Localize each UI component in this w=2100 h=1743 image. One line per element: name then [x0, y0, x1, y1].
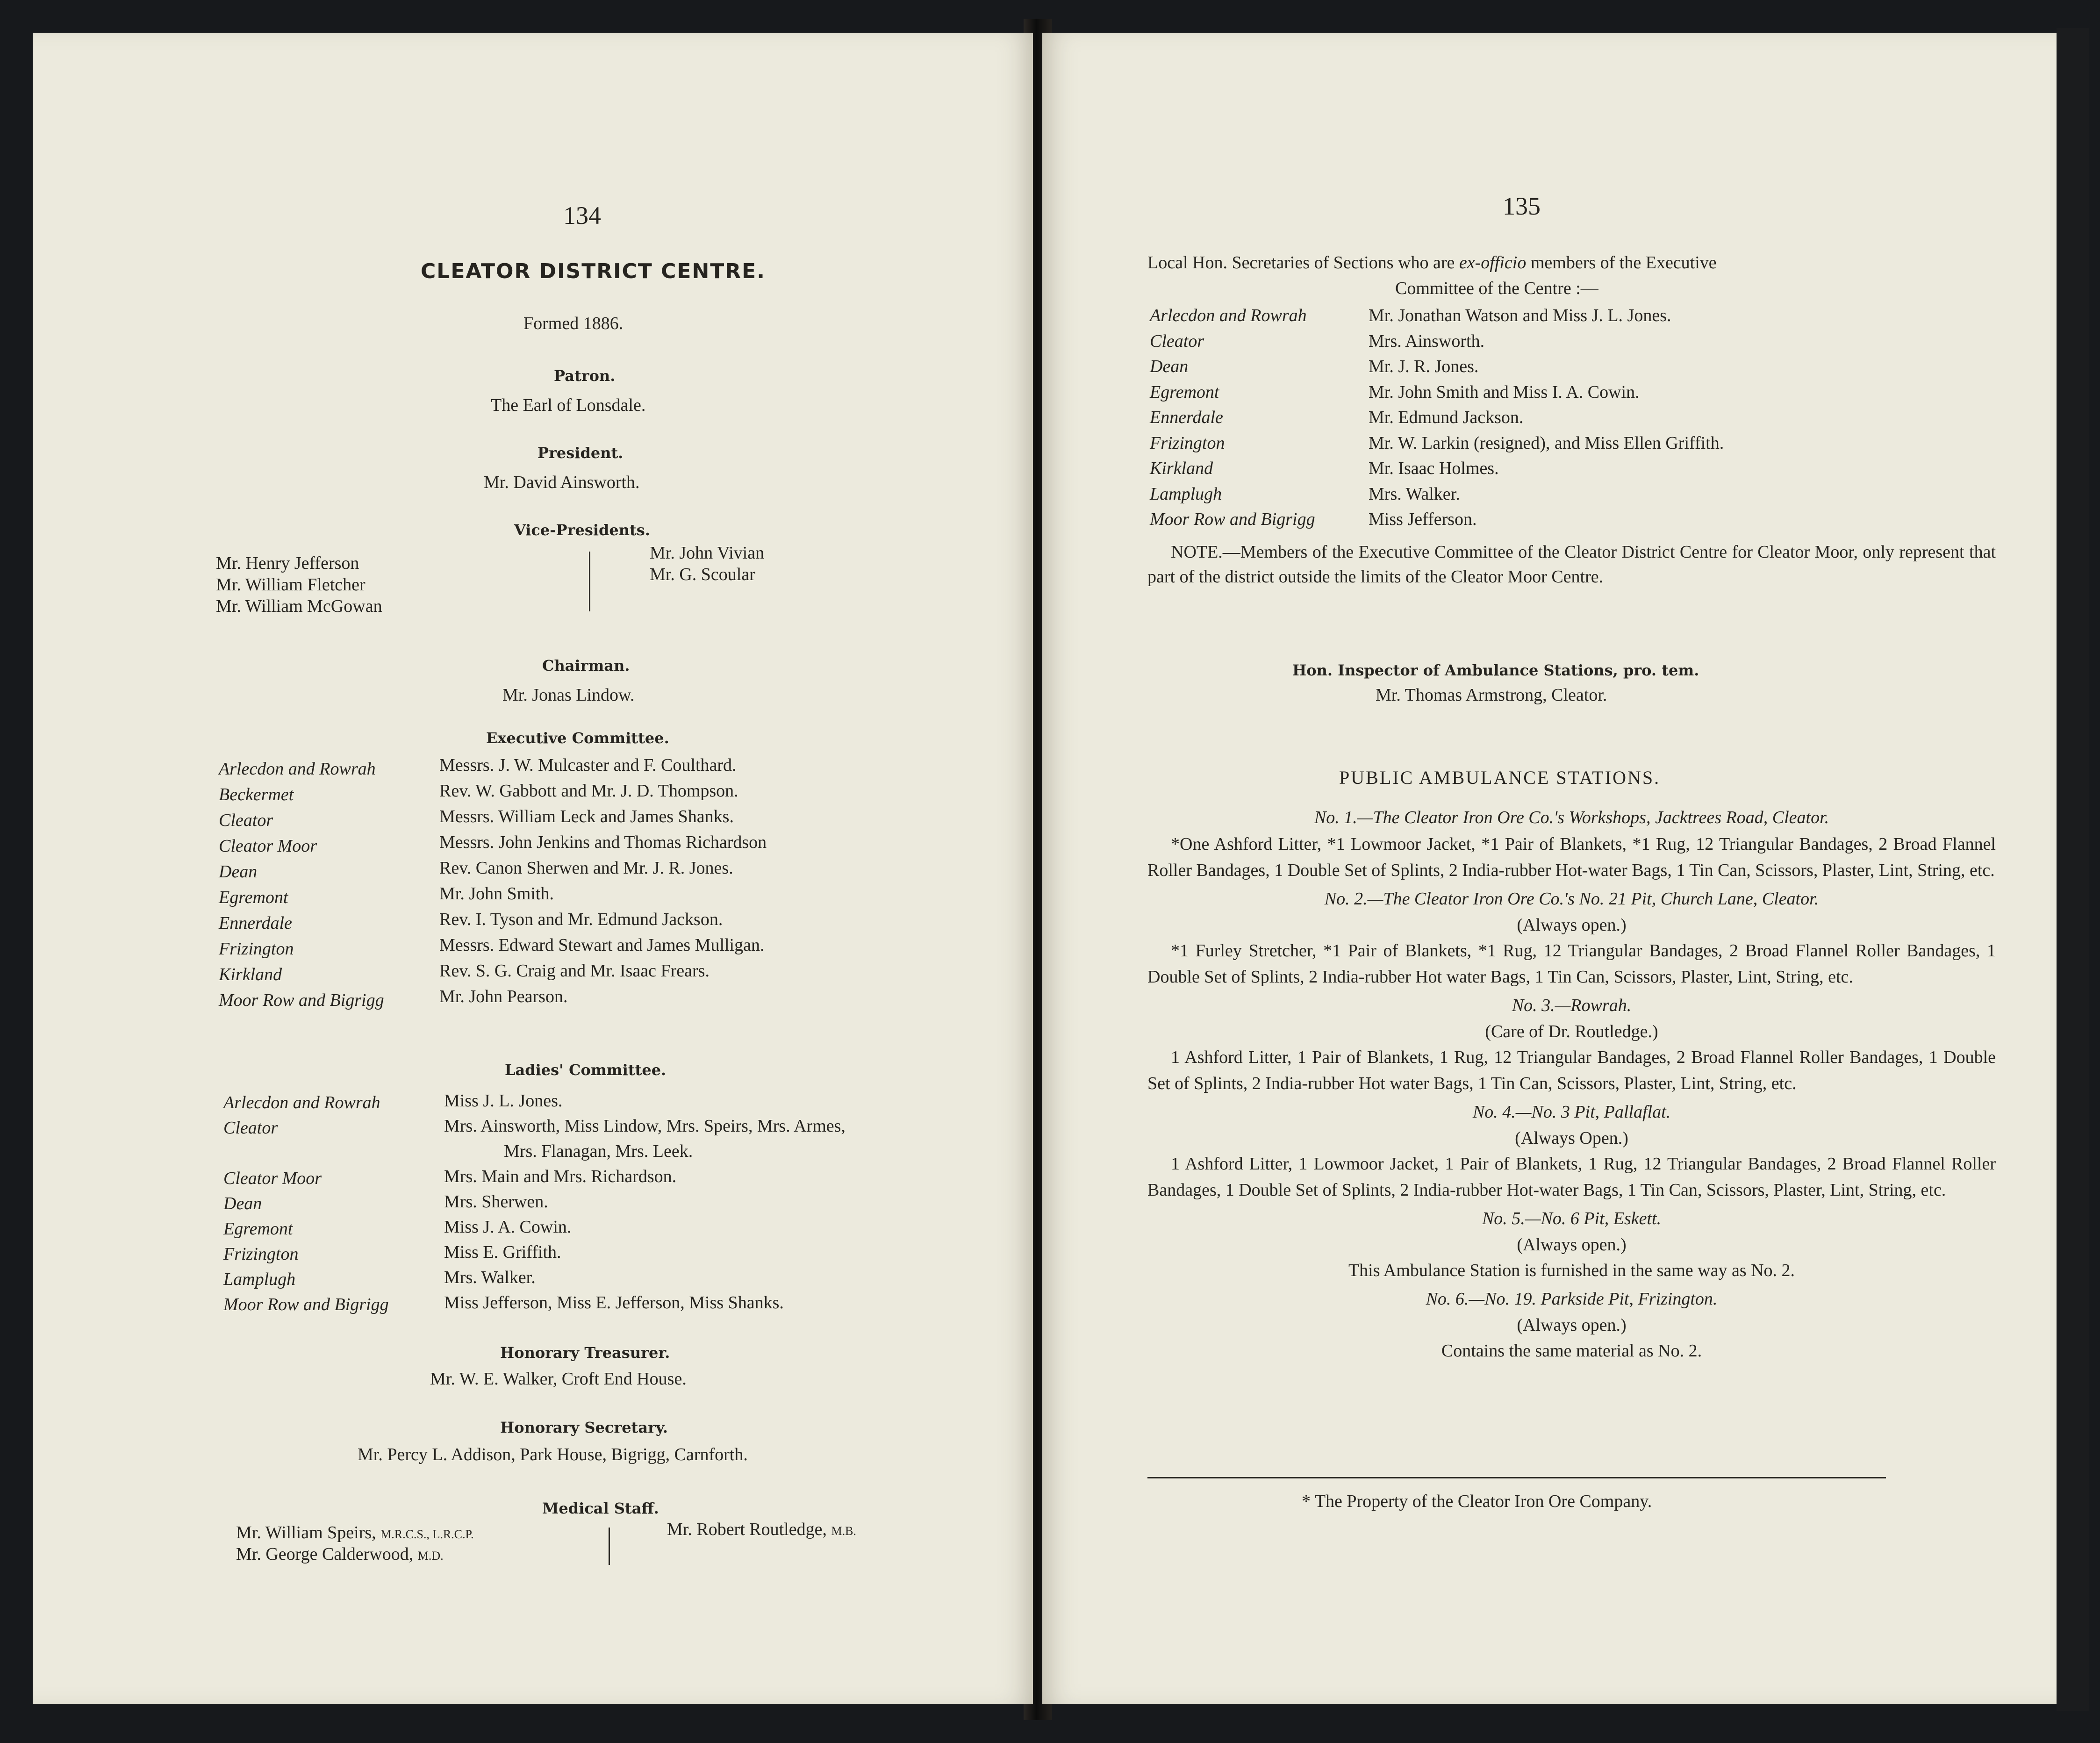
section-members: Miss J. A. Cowin.: [444, 1217, 572, 1237]
secretary-name: Mrs. Walker.: [1369, 484, 1460, 504]
section-place: Moor Row and Bigrigg: [219, 990, 384, 1010]
left-page: [33, 33, 1033, 1704]
ladies-committee-members: [444, 1088, 846, 1315]
formed-date: Formed 1886.: [523, 314, 624, 333]
vice-president: Mr. William McGowan: [216, 596, 382, 616]
ladies-committee-heading: Ladies' Committee.: [505, 1061, 667, 1079]
secretary-name: Mr. Isaac Holmes.: [1369, 459, 1499, 478]
station-body: *One Ashford Litter, *1 Lowmoor Jacket, *1 Pair of Blankets, *1 Rug, 12 Triangular Bandages, 2 Broad Flannel Roller Bandages, 1 Double Set of Splints, 2 India-rubber Hot-water Bags, 1 Tin Can, Scissors, Plaster, Lint, String, etc.: [1147, 834, 1996, 880]
vice-presidents-left: [216, 552, 382, 617]
section-place: Frizington: [223, 1244, 299, 1264]
section-members: Messrs. William Leck and James Shanks.: [439, 807, 734, 826]
section-members: Mrs. Walker.: [444, 1268, 536, 1287]
secretaries-places: [1150, 303, 1315, 532]
section-place: Cleator: [223, 1118, 278, 1138]
secretary-name: Miss Jefferson.: [1369, 509, 1477, 529]
vice-president: Mr. G. Scoular: [650, 565, 755, 584]
ladies-committee-places: [223, 1090, 389, 1317]
section-place: Arlecdon and Rowrah: [223, 1093, 380, 1112]
page-number: 135: [1503, 192, 1541, 220]
secretary-name: Mr. W. Larkin (resigned), and Miss Ellen Griffith.: [1369, 433, 1724, 453]
section-place: Ennerdale: [1150, 408, 1223, 427]
station-entry: [1147, 1098, 1996, 1203]
station-entry: [1147, 992, 1996, 1097]
vice-president: Mr. Henry Jefferson: [216, 553, 359, 573]
station-note: (Care of Dr. Routledge.): [1485, 1022, 1658, 1041]
section-members-continued: Mrs. Flanagan, Mrs. Leek.: [504, 1141, 693, 1161]
section-place: Cleator: [219, 811, 273, 830]
section-members: Mr. John Pearson.: [439, 987, 568, 1006]
intro-line-2: Committee of the Centre :—: [1395, 279, 1598, 298]
vice-president: Mr. William Fletcher: [216, 575, 366, 595]
station-note: (Always open.): [1517, 1235, 1627, 1255]
secretary-name: Mr. J. R. Jones.: [1369, 357, 1479, 376]
section-members: Rev. I. Tyson and Mr. Edmund Jackson.: [439, 910, 723, 929]
station-title: No. 5.—No. 6 Pit, Eskett.: [1482, 1209, 1662, 1228]
executive-committee-heading: Executive Committee.: [486, 729, 669, 747]
section-place: Cleator: [1150, 331, 1204, 351]
medical-staff-heading: Medical Staff.: [542, 1499, 659, 1517]
secretary-name: Mr. Jonathan Watson and Miss J. L. Jones.: [1369, 306, 1671, 325]
intro-line: Local Hon. Secretaries of Sections who are ex-officio members of the Executive: [1147, 253, 1717, 273]
section-members: Rev. S. G. Craig and Mr. Isaac Frears.: [439, 961, 710, 981]
secretary-name: Mr. Edmund Jackson.: [1369, 408, 1524, 427]
station-title: No. 2.—The Cleator Iron Ore Co.'s No. 21 Pit, Church Lane, Cleator.: [1324, 889, 1819, 909]
section-members: Miss E. Griffith.: [444, 1242, 561, 1262]
section-place: Egremont: [1150, 382, 1219, 402]
page-title: CLEATOR DISTRICT CENTRE.: [421, 259, 766, 283]
section-place: Cleator Moor: [219, 836, 317, 856]
station-body: This Ambulance Station is furnished in the same way as No. 2.: [1348, 1261, 1795, 1280]
section-place: Dean: [223, 1194, 262, 1213]
medical-staff-left: [236, 1523, 474, 1566]
stations-list: [1147, 804, 1996, 1364]
medical-staff-right: Mr. Robert Routledge, M.B.: [667, 1520, 856, 1539]
section-place: Kirkland: [1150, 459, 1213, 478]
note-paragraph: NOTE.—Members of the Executive Committee of the Cleator District Centre for Cleator Moor, only represent that part of the district outside the limits of the Cleator Moor Centre.: [1147, 542, 1996, 587]
section-members: Messrs. John Jenkins and Thomas Richardson: [439, 832, 767, 852]
medical-officer: Mr. George Calderwood, M.D.: [236, 1544, 444, 1564]
section-place: Frizington: [1150, 433, 1225, 453]
section-place: Beckermet: [219, 785, 294, 804]
section-place: Arlecdon and Rowrah: [1150, 306, 1307, 325]
station-body: 1 Ashford Litter, 1 Lowmoor Jacket, 1 Pair of Blankets, 1 Rug, 12 Triangular Bandages, 2 Broad Flannel Roller Bandages, 1 Double Set of Splints, 2 India-rubber Hot-water Bags, 1 Tin Can, Scissors, Plaster, Lint, String, etc.: [1147, 1154, 1996, 1200]
section-members: Rev. W. Gabbott and Mr. J. D. Thompson.: [439, 781, 738, 801]
column-divider: [589, 552, 590, 611]
station-entry: [1147, 1285, 1996, 1364]
section-place: Egremont: [223, 1219, 293, 1239]
treasurer-heading: Honorary Treasurer.: [500, 1344, 670, 1362]
chairman-heading: Chairman.: [542, 657, 630, 674]
station-body: Contains the same material as No. 2.: [1441, 1341, 1702, 1361]
station-entry: [1147, 1205, 1996, 1284]
station-entry: [1147, 804, 1996, 883]
right-page: [1042, 33, 2057, 1704]
section-place: Kirkland: [219, 965, 282, 984]
section-members: Messrs. J. W. Mulcaster and F. Coulthard.: [439, 755, 737, 775]
station-title: No. 1.—The Cleator Iron Ore Co.'s Workshops, Jacktrees Road, Cleator.: [1314, 808, 1829, 827]
station-entry: [1147, 885, 1996, 990]
footnote: * The Property of the Cleator Iron Ore Company.: [1302, 1492, 1652, 1511]
station-note: (Always open.): [1517, 915, 1627, 935]
section-members: Mrs. Main and Mrs. Richardson.: [444, 1167, 677, 1186]
section-place: Lamplugh: [1150, 484, 1222, 504]
stations-heading: PUBLIC AMBULANCE STATIONS.: [1339, 767, 1661, 788]
section-members: Mrs. Sherwen.: [444, 1192, 548, 1212]
executive-committee-places: [219, 756, 384, 1013]
secretary-name: Mr. Percy L. Addison, Park House, Bigrigg, Carnforth.: [358, 1445, 748, 1464]
section-place: Egremont: [219, 888, 288, 907]
section-place: Arlecdon and Rowrah: [219, 759, 376, 779]
section-place: Dean: [219, 862, 258, 882]
patron-heading: Patron.: [554, 367, 616, 385]
section-place: Moor Row and Bigrigg: [1150, 509, 1315, 529]
secretary-name: Mrs. Ainsworth.: [1369, 331, 1485, 351]
section-place: Ennerdale: [219, 913, 292, 933]
section-members: Messrs. Edward Stewart and James Mulligan.: [439, 935, 765, 955]
section-place: Frizington: [219, 939, 294, 959]
station-note: (Always Open.): [1515, 1128, 1628, 1148]
section-members: Miss Jefferson, Miss E. Jefferson, Miss Shanks.: [444, 1293, 784, 1313]
station-body: 1 Ashford Litter, 1 Pair of Blankets, 1 Rug, 12 Triangular Bandages, 2 Broad Flannel Roller Bandages, 1 Double Set of Splints, 2 India-rubber Hot water Bags, 1 Tin Can, Scissors, Plaster, Lint, String, etc.: [1147, 1047, 1996, 1093]
president-name: Mr. David Ainsworth.: [484, 473, 640, 492]
patron-name: The Earl of Lonsdale.: [491, 395, 646, 415]
section-members: Rev. Canon Sherwen and Mr. J. R. Jones.: [439, 858, 733, 878]
section-place: Lamplugh: [223, 1270, 296, 1289]
station-body: *1 Furley Stretcher, *1 Pair of Blankets, *1 Rug, 12 Triangular Bandages, 2 Broad Flannel Roller Bandages, 1 Double Set of Splints, 2 India-rubber Hot water Bags, 1 Tin Can, Scissors, Plaster, Lint, String, etc.: [1147, 941, 1996, 987]
inspector-name: Mr. Thomas Armstrong, Cleator.: [1376, 685, 1607, 705]
station-title: No. 4.—No. 3 Pit, Pallaflat.: [1472, 1102, 1671, 1122]
station-title: No. 3.—Rowrah.: [1512, 996, 1632, 1015]
footnote-rule: [1147, 1477, 1886, 1478]
vice-president: Mr. John Vivian: [650, 543, 765, 563]
secretary-name: Mr. John Smith and Miss I. A. Cowin.: [1369, 382, 1640, 402]
column-divider: [609, 1528, 610, 1565]
secretaries-names: [1369, 303, 1724, 532]
section-members: Mrs. Ainsworth, Miss Lindow, Mrs. Speirs, Mrs. Armes,: [444, 1116, 846, 1136]
section-place: Moor Row and Bigrigg: [223, 1295, 389, 1314]
executive-committee-members: [439, 753, 767, 1010]
president-heading: President.: [538, 444, 624, 462]
page-number: 134: [563, 201, 601, 230]
section-members: Mr. John Smith.: [439, 884, 554, 904]
station-title: No. 6.—No. 19. Parkside Pit, Frizington.: [1426, 1289, 1718, 1309]
chairman-name: Mr. Jonas Lindow.: [502, 685, 635, 705]
section-place: Cleator Moor: [223, 1169, 322, 1188]
vice-presidents-right: [650, 542, 764, 585]
background-edge: [2057, 28, 2089, 1711]
inspector-heading: Hon. Inspector of Ambulance Stations, pro. tem.: [1292, 661, 1699, 679]
secretary-heading: Honorary Secretary.: [500, 1419, 668, 1436]
vice-presidents-heading: Vice-Presidents.: [514, 521, 650, 539]
treasurer-name: Mr. W. E. Walker, Croft End House.: [430, 1369, 687, 1389]
section-place: Dean: [1150, 357, 1189, 376]
station-note: (Always open.): [1517, 1315, 1627, 1335]
medical-officer: Mr. William Speirs, M.R.C.S., L.R.C.P.: [236, 1523, 474, 1542]
section-members: Miss J. L. Jones.: [444, 1091, 563, 1111]
